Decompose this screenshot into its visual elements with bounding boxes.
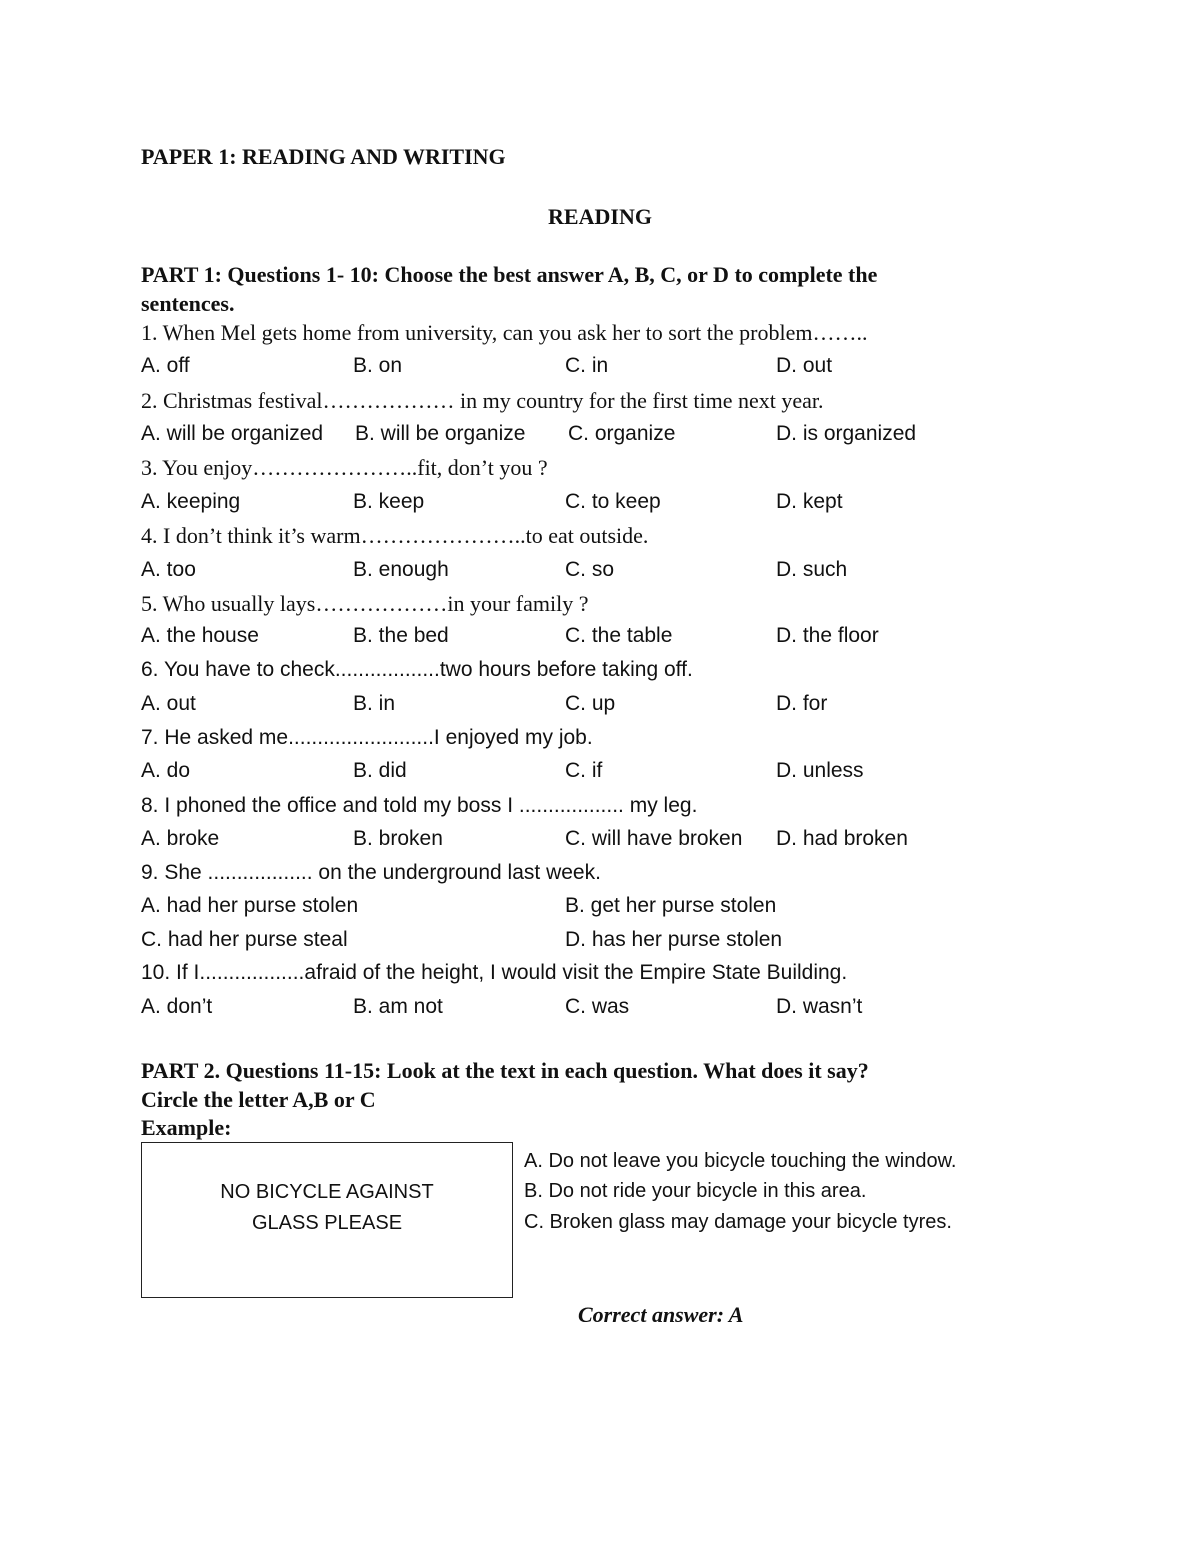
- question-2: 2. Christmas festival……………… in my country for the first time next year.: [141, 388, 824, 413]
- q1-option-c: C. in: [565, 354, 609, 377]
- q10-option-c: C. was: [565, 995, 630, 1018]
- q8-option-c: C. will have broken: [565, 827, 743, 850]
- q1-option-d: D. out: [776, 354, 833, 377]
- q5-option-a: A. the house: [141, 624, 259, 647]
- part1-heading-cont: sentences.: [141, 291, 235, 316]
- q9-option-c: C. had her purse steal: [141, 928, 348, 951]
- q7-option-a: A. do: [141, 759, 191, 782]
- q3-option-c: C. to keep: [565, 490, 661, 513]
- example-option-a: A. Do not leave you bicycle touching the window.: [524, 1150, 957, 1172]
- question-1: 1. When Mel gets home from university, can you ask her to sort the problem……..: [141, 320, 868, 345]
- example-sign-box: [141, 1142, 513, 1298]
- example-option-b: B. Do not ride your bicycle in this area.: [524, 1180, 867, 1202]
- correct-answer: Correct answer: A: [578, 1302, 744, 1327]
- q3-option-d: D. kept: [776, 490, 843, 513]
- sign-line-1: NO BICYCLE AGAINST: [220, 1181, 434, 1203]
- q7-option-d: D. unless: [776, 759, 864, 782]
- question-6: 6. You have to check..................two hours before taking off.: [141, 658, 693, 681]
- q5-option-c: C. the table: [565, 624, 673, 647]
- example-sign-text: [142, 1177, 512, 1239]
- part2-heading: PART 2. Questions 11-15: Look at the text in each question. What does it say?: [141, 1058, 869, 1083]
- q4-option-c: C. so: [565, 558, 615, 581]
- part1-heading: PART 1: Questions 1- 10: Choose the best answer A, B, C, or D to complete the: [141, 262, 878, 287]
- q5-option-b: B. the bed: [353, 624, 449, 647]
- question-5: 5. Who usually lays………………in your family ?: [141, 591, 589, 616]
- part2-heading-cont: Circle the letter A,B or C: [141, 1087, 376, 1112]
- q1-option-a: A. off: [141, 354, 190, 377]
- section-title: READING: [548, 204, 652, 229]
- q3-option-b: B. keep: [353, 490, 425, 513]
- q4-option-b: B. enough: [353, 558, 449, 581]
- question-10: 10. If I..................afraid of the height, I would visit the Empire State Building.: [141, 961, 848, 984]
- q7-option-b: B. did: [353, 759, 407, 782]
- q6-option-d: D. for: [776, 692, 828, 715]
- q4-option-a: A. too: [141, 558, 196, 581]
- sign-line-2: GLASS PLEASE: [251, 1212, 403, 1234]
- q2-option-d: D. is organized: [776, 422, 917, 445]
- q9-option-b: B. get her purse stolen: [565, 894, 777, 917]
- example-option-c: C. Broken glass may damage your bicycle tyres.: [524, 1211, 952, 1233]
- q9-option-a: A. had her purse stolen: [141, 894, 359, 917]
- example-label: Example:: [141, 1115, 232, 1140]
- q1-option-b: B. on: [353, 354, 403, 377]
- q10-option-b: B. am not: [353, 995, 443, 1018]
- paper-title: PAPER 1: READING AND WRITING: [141, 144, 506, 169]
- q6-option-a: A. out: [141, 692, 196, 715]
- q8-option-a: A. broke: [141, 827, 220, 850]
- q4-option-d: D. such: [776, 558, 848, 581]
- q5-option-d: D. the floor: [776, 624, 879, 647]
- q6-option-c: C. up: [565, 692, 616, 715]
- q3-option-a: A. keeping: [141, 490, 241, 513]
- q2-option-a: A. will be organized: [141, 422, 324, 445]
- q10-option-d: D. wasn’t: [776, 995, 863, 1018]
- q8-option-d: D. had broken: [776, 827, 908, 850]
- question-9: 9. She .................. on the underground last week.: [141, 861, 601, 884]
- question-8: 8. I phoned the office and told my boss I .................. my leg.: [141, 794, 698, 817]
- question-3: 3. You enjoy…………………..fit, don’t you ?: [141, 455, 548, 480]
- q10-option-a: A. don’t: [141, 995, 213, 1018]
- q2-option-b: B. will be organize: [355, 422, 526, 445]
- q8-option-b: B. broken: [353, 827, 443, 850]
- q2-option-c: C. organize: [568, 422, 676, 445]
- question-7: 7. He asked me.........................I enjoyed my job.: [141, 726, 593, 749]
- q9-option-d: D. has her purse stolen: [565, 928, 783, 951]
- question-4: 4. I don’t think it’s warm…………………..to eat outside.: [141, 523, 649, 548]
- q7-option-c: C. if: [565, 759, 603, 782]
- q6-option-b: B. in: [353, 692, 396, 715]
